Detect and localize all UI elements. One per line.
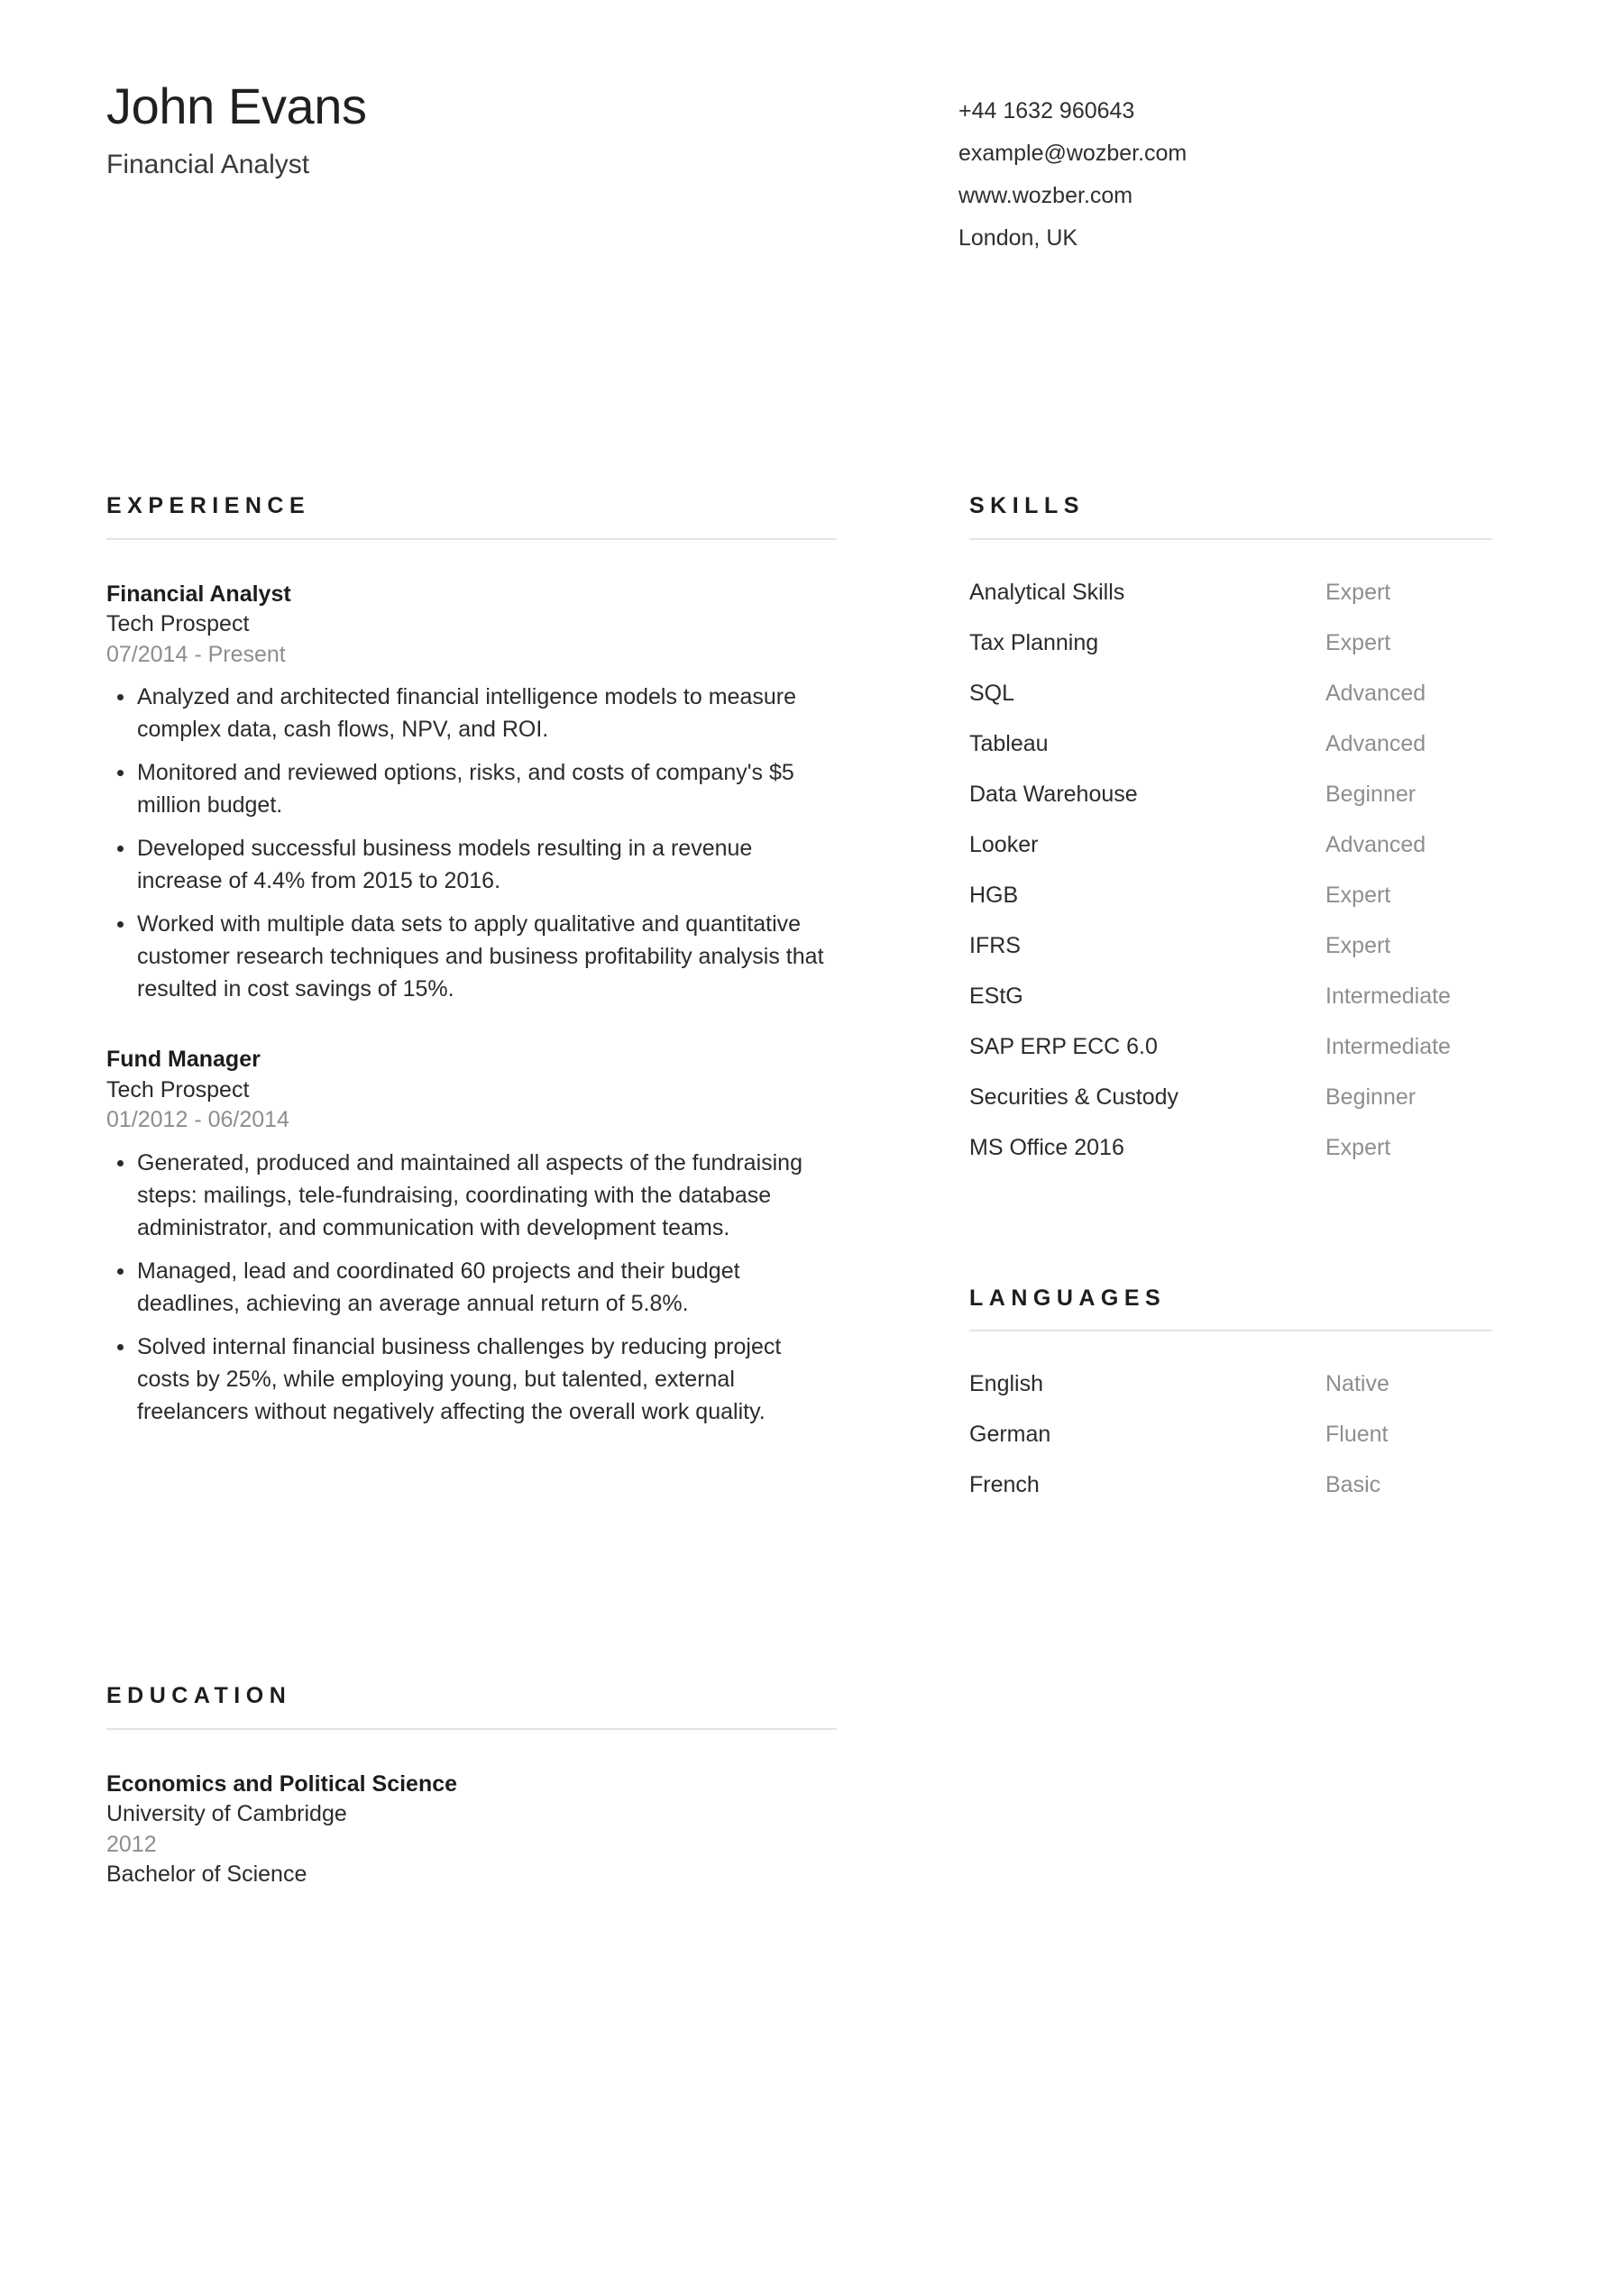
- education-year: 2012: [106, 1831, 157, 1857]
- list-item: Managed, lead and coordinated 60 projects and their budget deadlines, achieving an average annual return of 5.8%.: [106, 1255, 837, 1320]
- list-item: Developed successful business models resulting in a revenue increase of 4.4% from 2015 to 2016.: [106, 832, 837, 897]
- language-level: Native: [1325, 1371, 1389, 1396]
- candidate-name: John Evans: [106, 78, 367, 134]
- section-heading-languages: LANGUAGES: [969, 1285, 1167, 1311]
- contact-phone: +44 1632 960643: [958, 98, 1135, 123]
- skills-list: [969, 580, 1492, 1185]
- skill-name: Tableau: [969, 730, 1049, 756]
- skill-level: Beginner: [1325, 781, 1417, 807]
- skill-name: EStG: [969, 983, 1023, 1009]
- language-level: Basic: [1325, 1472, 1381, 1497]
- experience-organization: Tech Prospect: [106, 1076, 250, 1102]
- candidate-job-title: Financial Analyst: [106, 150, 310, 180]
- language-row: [969, 1472, 1492, 1523]
- contact-location: London, UK: [958, 225, 1078, 251]
- skill-row: [969, 681, 1492, 731]
- skill-name: Looker: [969, 831, 1039, 857]
- resume-header: [106, 79, 1517, 260]
- experience-section: [106, 494, 837, 1428]
- skill-row: [969, 1135, 1492, 1185]
- language-name: English: [969, 1371, 1043, 1396]
- skill-name: MS Office 2016: [969, 1134, 1124, 1160]
- languages-list: [969, 1371, 1492, 1523]
- skill-row: [969, 983, 1492, 1034]
- skill-name: SQL: [969, 680, 1015, 706]
- list-item: Generated, produced and maintained all aspects of the fundraising steps: mailings, tele-fundraising, coordinating with the database administrator, and communication with development teams.: [106, 1147, 837, 1244]
- skills-section: [969, 494, 1492, 1185]
- languages-section: [969, 1286, 1492, 1523]
- right-column: [969, 494, 1492, 1523]
- skill-name: IFRS: [969, 932, 1021, 958]
- section-divider: [969, 538, 1492, 540]
- experience-dates: 01/2012 - 06/2014: [106, 1107, 289, 1132]
- skill-level: Beginner: [1325, 1084, 1417, 1110]
- skill-row: [969, 731, 1492, 782]
- skill-level: Expert: [1325, 1134, 1391, 1160]
- identity-block: [106, 79, 958, 181]
- education-entry: [106, 1770, 837, 1890]
- skill-name: SAP ERP ECC 6.0: [969, 1033, 1158, 1059]
- section-divider: [106, 538, 837, 540]
- skill-level: Expert: [1325, 882, 1391, 908]
- list-item: Analyzed and architected financial intelligence models to measure complex data, cash flows, NPV, and ROI.: [106, 681, 837, 746]
- skill-row: [969, 1034, 1492, 1084]
- list-item: Monitored and reviewed options, risks, and costs of company's $5 million budget.: [106, 756, 837, 821]
- section-heading-experience: EXPERIENCE: [106, 493, 311, 518]
- skill-level: Expert: [1325, 932, 1391, 958]
- skill-row: [969, 630, 1492, 681]
- education-section: [106, 1684, 837, 1890]
- skill-row: [969, 580, 1492, 630]
- experience-role: Financial Analyst: [106, 581, 291, 607]
- education-type: Bachelor of Science: [106, 1861, 307, 1887]
- skill-name: Securities & Custody: [969, 1084, 1179, 1110]
- skill-name: Tax Planning: [969, 629, 1099, 655]
- skill-level: Intermediate: [1325, 983, 1451, 1009]
- skill-name: Analytical Skills: [969, 579, 1125, 605]
- section-divider: [106, 1728, 837, 1730]
- skill-level: Advanced: [1325, 730, 1426, 756]
- contact-website: www.wozber.com: [958, 183, 1133, 208]
- language-name: French: [969, 1472, 1040, 1497]
- section-divider: [969, 1330, 1492, 1331]
- education-school: University of Cambridge: [106, 1801, 347, 1826]
- skill-level: Advanced: [1325, 680, 1426, 706]
- list-item: Solved internal financial business challenges by reducing project costs by 25%, while employing young, but talented, external freelancers without negatively affecting the overall work quality.: [106, 1331, 837, 1428]
- contact-email: example@wozber.com: [958, 141, 1187, 166]
- section-heading-skills: SKILLS: [969, 493, 1085, 518]
- skill-row: [969, 1084, 1492, 1135]
- experience-dates: 07/2014 - Present: [106, 641, 286, 667]
- skill-level: Intermediate: [1325, 1033, 1451, 1059]
- experience-role: Fund Manager: [106, 1047, 261, 1072]
- language-row: [969, 1422, 1492, 1472]
- skill-level: Expert: [1325, 629, 1391, 655]
- experience-list: [106, 580, 837, 1428]
- experience-bullets: [106, 1147, 837, 1428]
- education-degree: Economics and Political Science: [106, 1770, 458, 1797]
- education-list: [106, 1770, 837, 1890]
- skill-level: Advanced: [1325, 831, 1426, 857]
- experience-entry: [106, 1045, 837, 1428]
- skill-row: [969, 782, 1492, 832]
- language-row: [969, 1371, 1492, 1422]
- skill-name: HGB: [969, 882, 1019, 908]
- skill-level: Expert: [1325, 579, 1391, 605]
- language-name: German: [969, 1422, 1051, 1447]
- skill-row: [969, 883, 1492, 933]
- list-item: Worked with multiple data sets to apply qualitative and quantitative customer research techniques and business profitability analysis that resulted in cost savings of 15%.: [106, 908, 837, 1005]
- experience-organization: Tech Prospect: [106, 611, 250, 636]
- skill-row: [969, 832, 1492, 883]
- contact-block: [958, 79, 1187, 260]
- experience-entry: [106, 580, 837, 1006]
- language-level: Fluent: [1325, 1422, 1389, 1447]
- skill-row: [969, 933, 1492, 983]
- section-heading-education: EDUCATION: [106, 1683, 292, 1708]
- skill-name: Data Warehouse: [969, 781, 1138, 807]
- experience-bullets: [106, 681, 837, 1005]
